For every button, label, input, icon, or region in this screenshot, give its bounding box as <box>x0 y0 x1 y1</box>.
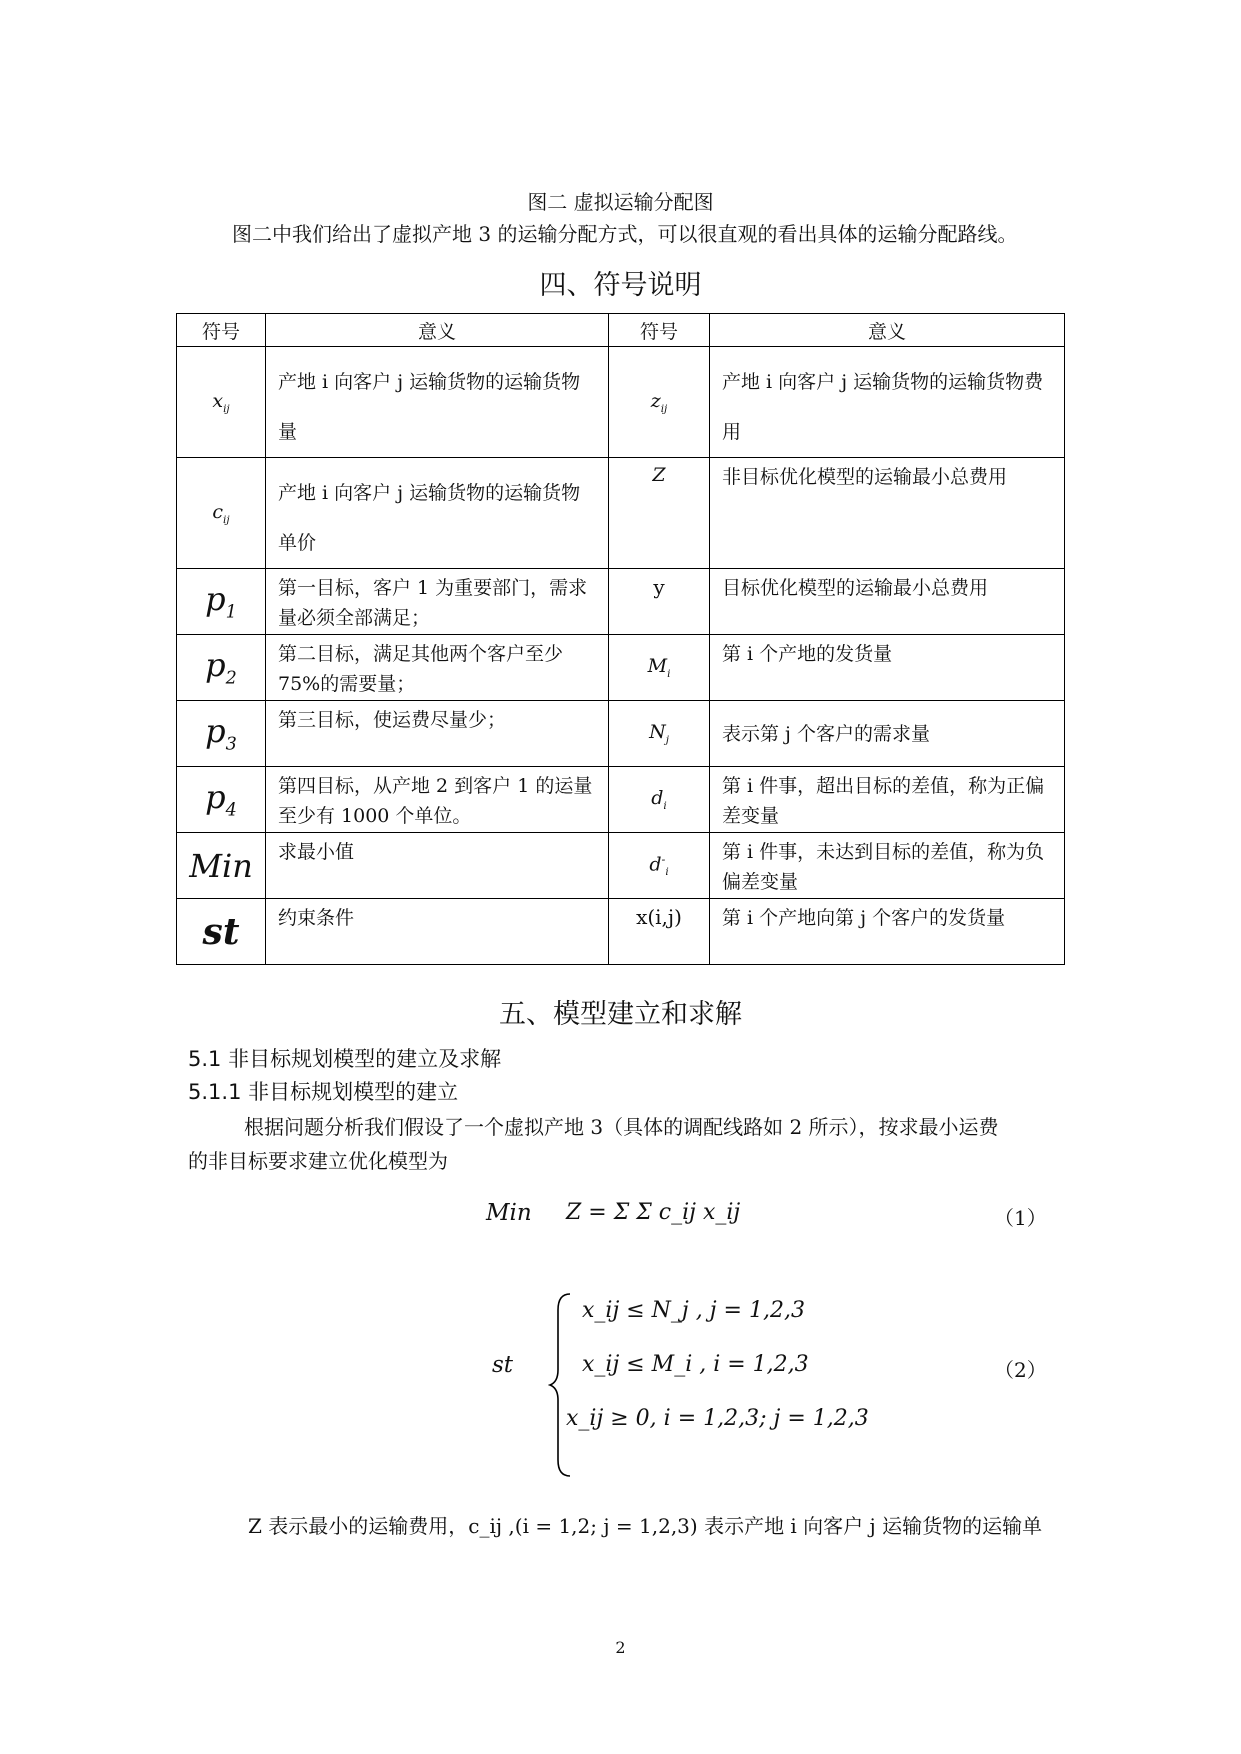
meaning: 第 i 件事，未达到目标的差值，称为负偏差变量 <box>710 833 1065 899</box>
symbol: $z_{ij}$ <box>609 347 710 458</box>
symbol: $N_j$ <box>609 701 710 767</box>
figure-caption: 图二 虚拟运输分配图 <box>527 190 714 214</box>
section-4-title: 四、符号说明 <box>539 270 702 301</box>
table-row <box>177 458 1065 569</box>
subsection-5-1: 5.1 非目标规划模型的建立及求解 <box>188 1047 502 1071</box>
eq1-number: （1） <box>994 1206 1047 1230</box>
meaning: 第 i 个产地的发货量 <box>710 635 1065 701</box>
symbol: $x_{ij}$ <box>177 347 266 458</box>
meaning: 非目标优化模型的运输最小总费用 <box>710 458 1065 569</box>
left-brace <box>548 1290 578 1480</box>
meaning: 目标优化模型的运输最小总费用 <box>710 569 1065 635</box>
table-header-row <box>177 314 1065 347</box>
table-row <box>177 899 1065 965</box>
subsection-5-1-1: 5.1.1 非目标规划模型的建立 <box>188 1080 459 1104</box>
meaning: 第一目标，客户 1 为重要部门，需求量必须全部满足； <box>266 569 609 635</box>
eq2-number: （2） <box>994 1358 1047 1382</box>
symbol: Z <box>609 458 710 569</box>
table-row <box>177 569 1065 635</box>
symbol: x(i,j) <box>609 899 710 965</box>
eq2-constraint-3: x_ij ≥ 0, i = 1,2,3; j = 1,2,3 <box>566 1406 869 1431</box>
page-number: 2 <box>615 1638 626 1657</box>
meaning: 第四目标，从产地 2 到客户 1 的运量至少有 1000 个单位。 <box>266 767 609 833</box>
eq2-constraint-1: x_ij ≤ N_j , j = 1,2,3 <box>582 1298 805 1323</box>
eq2-lhs: st <box>492 1352 514 1378</box>
paragraph-line-1: 根据问题分析我们假设了一个虚拟产地 3（具体的调配线路如 2 所示），按求最小运费 <box>244 1115 999 1139</box>
equation-2 <box>0 1290 1241 1480</box>
meaning: 产地 i 向客户 j 运输货物的运输货物单价 <box>266 458 609 569</box>
symbol: $p_1$ <box>177 569 266 635</box>
bottom-paragraph: Z 表示最小的运输费用，c_ij ,(i = 1,2; j = 1,2,3) 表示产地 i 向客户 j 运输货物的运输单 <box>248 1514 1043 1538</box>
meaning: 第三目标，使运费尽量少； <box>266 701 609 767</box>
paragraph-line-2: 的非目标要求建立优化模型为 <box>188 1149 448 1173</box>
symbol: $d_i$ <box>609 767 710 833</box>
header-symbol-1: 符号 <box>177 314 266 347</box>
meaning: 产地 i 向客户 j 运输货物的运输货物量 <box>266 347 609 458</box>
meaning: 约束条件 <box>266 899 609 965</box>
intro-paragraph: 图二中我们给出了虚拟产地 3 的运输分配方式，可以很直观的看出具体的运输分配路线。 <box>232 222 1018 246</box>
meaning: 第 i 件事，超出目标的差值，称为正偏差变量 <box>710 767 1065 833</box>
symbol: $c_{ij}$ <box>177 458 266 569</box>
symbol: Min <box>177 833 266 899</box>
symbol: $p_2$ <box>177 635 266 701</box>
symbol: $d^-_i$ <box>609 833 710 899</box>
symbol: $M_i$ <box>609 635 710 701</box>
symbol-table <box>176 313 1065 965</box>
meaning: 第 i 个产地向第 j 个客户的发货量 <box>710 899 1065 965</box>
table-row <box>177 701 1065 767</box>
eq2-constraint-2: x_ij ≤ M_i , i = 1,2,3 <box>582 1352 809 1377</box>
meaning: 求最小值 <box>266 833 609 899</box>
meaning: 产地 i 向客户 j 运输货物的运输货物费用 <box>710 347 1065 458</box>
meaning: 第二目标，满足其他两个客户至少 75%的需要量； <box>266 635 609 701</box>
symbol: $p_4$ <box>177 767 266 833</box>
meaning: 表示第 j 个客户的需求量 <box>710 701 1065 767</box>
eq1-body: Z = Σ Σ c_ij x_ij <box>566 1200 741 1225</box>
section-5-title: 五、模型建立和求解 <box>499 999 742 1030</box>
symbol: y <box>609 569 710 635</box>
table-row <box>177 833 1065 899</box>
table-row <box>177 767 1065 833</box>
header-meaning-2: 意义 <box>710 314 1065 347</box>
table-row <box>177 635 1065 701</box>
equation-1 <box>0 1190 1241 1260</box>
header-meaning-1: 意义 <box>266 314 609 347</box>
symbol: st <box>177 899 266 965</box>
symbol: $p_3$ <box>177 701 266 767</box>
header-symbol-2: 符号 <box>609 314 710 347</box>
table-row <box>177 347 1065 458</box>
eq1-lhs: Min <box>486 1200 532 1226</box>
